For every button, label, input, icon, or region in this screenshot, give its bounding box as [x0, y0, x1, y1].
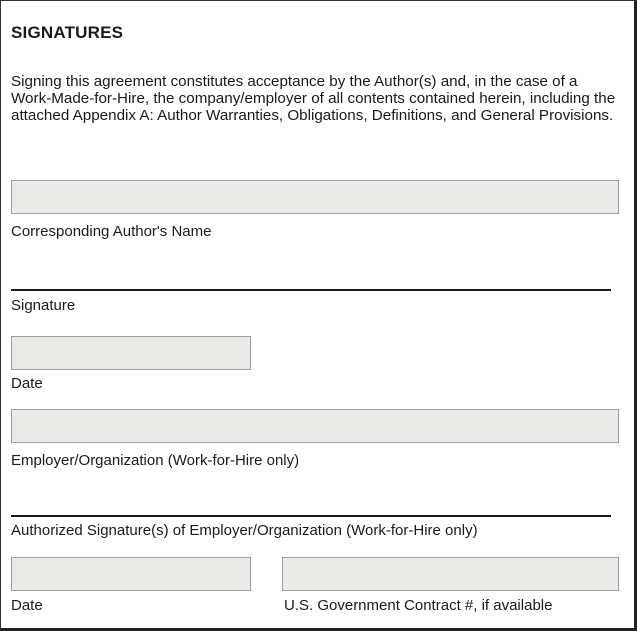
employer-date-field[interactable]	[11, 557, 251, 591]
contract-number-label: U.S. Government Contract #, if available	[284, 597, 553, 614]
employer-field[interactable]	[11, 409, 619, 443]
employer-date-label: Date	[11, 597, 43, 614]
author-name-field[interactable]	[11, 180, 619, 214]
signature-label: Signature	[11, 297, 76, 314]
intro-paragraph: Signing this agreement constitutes acceptance by the Author(s) and, in the case of a Work-Made-for-Hire, the company/employer of all contents contained herein, including the attached Appendix A: Author Warranties, Obligations, Definitions, and General Provisions.	[11, 73, 616, 124]
date-field[interactable]	[11, 336, 251, 370]
contract-number-field[interactable]	[282, 557, 619, 591]
authorized-signature-label: Authorized Signature(s) of Employer/Organization (Work-for-Hire only)	[11, 522, 478, 539]
authorized-signature-line[interactable]	[11, 515, 611, 517]
employer-label: Employer/Organization (Work-for-Hire only)	[11, 452, 300, 469]
signature-line[interactable]	[11, 289, 611, 291]
section-heading: SIGNATURES	[11, 23, 124, 42]
author-name-label: Corresponding Author's Name	[11, 223, 212, 240]
date-label: Date	[11, 375, 43, 392]
